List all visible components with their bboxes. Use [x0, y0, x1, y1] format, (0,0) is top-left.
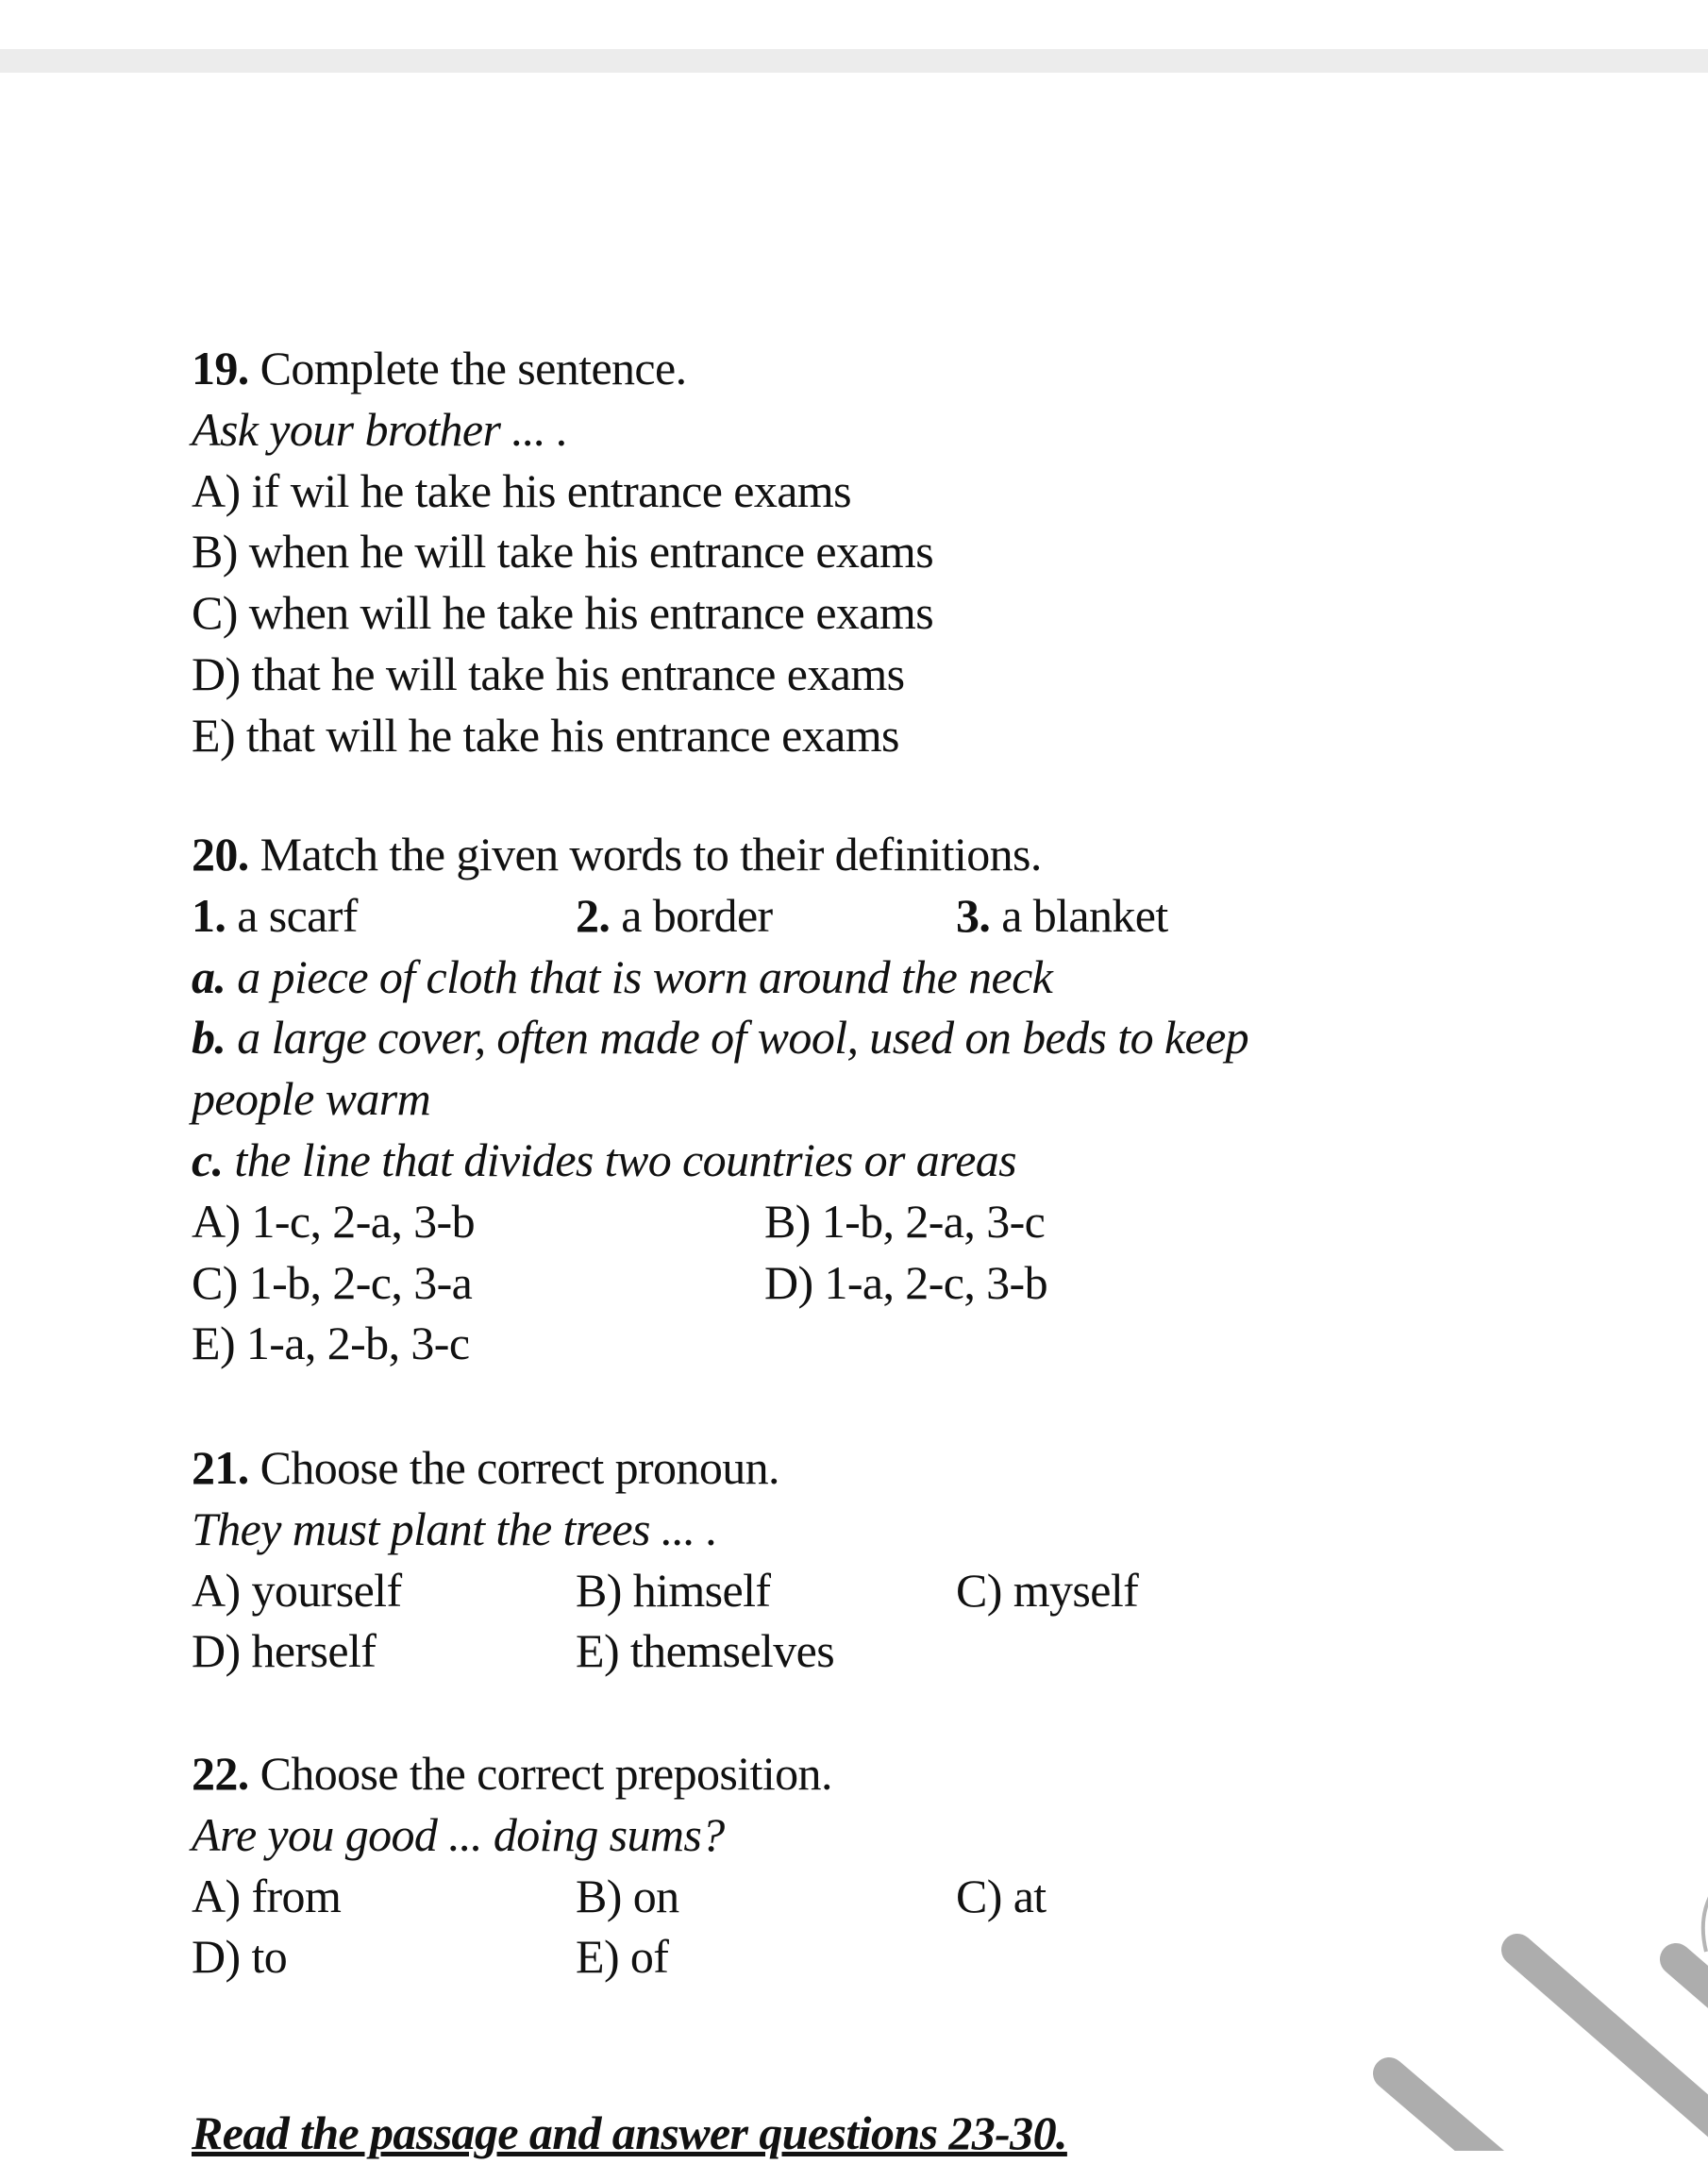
word-text: a scarf [237, 888, 358, 942]
word-text: a blanket [1001, 888, 1168, 942]
option-e: E) themselves [576, 1624, 835, 1678]
passage-instruction: Read the passage and answer questions 23-30. [192, 2106, 1067, 2159]
option-b: B) when he will take his entrance exams [192, 525, 934, 579]
option-b: B) 1-b, 2-a, 3-c [764, 1194, 1046, 1248]
option-c: C) 1-b, 2-c, 3-a [192, 1255, 473, 1309]
question-number: 21. [192, 1441, 249, 1494]
question-number: 22. [192, 1747, 249, 1800]
word-text: a border [621, 888, 773, 942]
option-d: D) that he will take his entrance exams [192, 646, 905, 700]
question-sentence: Ask your brother ... . [192, 402, 568, 456]
option-d: D) 1-a, 2-c, 3-b [764, 1255, 1047, 1309]
word-number: 2. [576, 888, 611, 942]
option-a: A) yourself [192, 1563, 402, 1617]
option-c: C) at [956, 1869, 1047, 1922]
definition-letter: c. [192, 1132, 224, 1186]
question-prompt: Choose the correct pronoun. [260, 1441, 779, 1494]
question-sentence: They must plant the trees ... . [192, 1501, 718, 1555]
option-c: C) when will he take his entrance exams [192, 586, 934, 640]
question-number: 20. [192, 828, 249, 881]
option-e: E) 1-a, 2-b, 3-c [192, 1317, 470, 1370]
arc-edge [1703, 1897, 1708, 1952]
option-d: D) herself [192, 1624, 377, 1678]
definition-text: a large cover, often made of wool, used on beds to keep [237, 1011, 1249, 1065]
option-a: A) if wil he take his entrance exams [192, 463, 851, 517]
question-number: 19. [192, 342, 249, 394]
question-sentence: Are you good ... doing sums? [192, 1807, 725, 1861]
option-b: B) himself [576, 1563, 771, 1617]
word-number: 1. [192, 888, 226, 942]
option-b: B) on [576, 1869, 679, 1922]
definition-text: a piece of cloth that is worn around the neck [237, 949, 1053, 1003]
question-prompt: Match the given words to their definitions. [260, 828, 1042, 881]
option-e: E) that will he take his entrance exams [192, 708, 899, 762]
question-prompt: Choose the correct preposition. [260, 1747, 832, 1800]
option-a: A) from [192, 1869, 342, 1922]
definition-letter: a. [192, 949, 226, 1003]
question-prompt: Complete the sentence. [260, 342, 687, 394]
definition-letter: b. [192, 1011, 226, 1065]
stripe [1389, 2073, 1519, 2151]
stripe [1676, 1959, 1708, 2020]
option-e: E) of [576, 1930, 669, 1984]
definition-text: the line that divides two countries or areas [234, 1132, 1017, 1186]
definition-b-cont: people warm [192, 1072, 431, 1126]
word-number: 3. [956, 888, 991, 942]
option-d: D) to [192, 1930, 288, 1984]
option-a: A) 1-c, 2-a, 3-b [192, 1194, 475, 1248]
option-c: C) myself [956, 1563, 1139, 1617]
